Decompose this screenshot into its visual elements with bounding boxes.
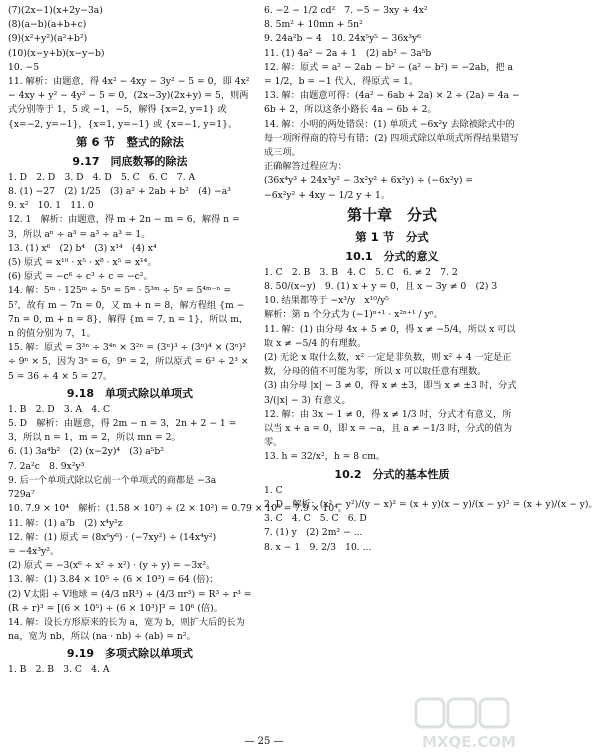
section-heading: 第 1 节 分式 <box>355 229 429 244</box>
answer-line: 11. 解析：由题意，得 4x² − 4xy − 3y² − 5 = 0，即 4x² − 4xy + y² − 4y² − 5 = 0，(2x−3y)(2x+y) = 5，则两式分别等于 1，5 或 −1，−5，解得 {x=2, y=1} 或 {x=−2, y=−1}，{x=1, y=−1} 或 {x=−1, y=1}。 <box>8 76 250 130</box>
answer-line: 解析：第 n 个分式为 (−1)ⁿ⁺¹ · x²ⁿ⁺¹ / yⁿ。 <box>264 309 443 321</box>
answer-line: 13. (1) x⁶ (2) b⁴ (3) x¹⁴ (4) x⁴ <box>8 242 157 254</box>
answer-line: 14. 解：小明的两处错误：(1) 单项式 −6x²y 去除被除式中的每一项所得商的符号有错；(2) 四项式除以单项式所得结果错写成三项。 <box>264 118 519 159</box>
answer-line: 9. x² 10. 1 11. 0 <box>8 200 94 212</box>
subsection-heading: 9.17 同底数幂的除法 <box>72 154 188 168</box>
answer-line: 8. 50/(x−y) 9. (1) x + y = 0，且 x − 3y ≠ 0 (2) 3 <box>264 281 498 293</box>
subsection-heading: 9.19 多项式除以单项式 <box>66 647 194 661</box>
subsection-heading: 9.18 单项式除以单项式 <box>66 386 194 400</box>
answer-line: 9. 24a²b − 4 10. 24x⁵y⁵ − 36x³y⁶ <box>264 33 421 45</box>
right-column <box>264 4 598 555</box>
answer-line: 10. 结果都等于 −x³/y x¹⁰/y⁵ <box>264 295 389 307</box>
answer-line: 3. C 4. C 5. C 6. D <box>264 513 367 525</box>
answer-line: 6. (1) 3a⁴b² (2) (x−2y)⁴ (3) a⁵b² <box>8 446 164 458</box>
answer-line: 7. 2a²c 8. 9x²y³ <box>8 460 85 472</box>
answer-line: 12. 解：(1) 原式 = (8x⁶y⁶) · (−7xy²) ÷ (14x⁴y²) <box>8 531 217 543</box>
answer-line: 正确解答过程应为： <box>264 161 347 173</box>
answer-line: 8. 5m² + 10mn + 5n² <box>264 19 363 31</box>
subsection-heading: 10.2 分式的基本性质 <box>334 467 450 481</box>
answer-line: 11. 解：(1) a⁷b (2) x⁴y²z <box>8 517 123 529</box>
answer-line: (9)(x²+y²)(a²+b²) <box>8 33 88 45</box>
answer-line: 10. −5 <box>8 61 40 73</box>
answer-line: 1. C <box>264 484 283 496</box>
answer-line: 11. 解：(1) 由分母 4x + 5 ≠ 0，得 x ≠ −5/4，所以 x 可以取 x ≠ −5/4 的有理数。 <box>264 323 516 349</box>
svg-text:MXQE.COM: MXQE.COM <box>422 733 516 751</box>
answer-line: 14. 解：5ᵐ · 125ᵐ ÷ 5ⁿ = 5ᵐ · 5³ᵐ ÷ 5ⁿ = 5⁴ᵐ⁻ⁿ = 5⁷，故有 m − 7n = 0，又 m + n = 8，解方程组 {m − 7n = 0, m + n = 8}，解得 {m = 7, n = 1}，所以 m，n 的值分别为 7，1。 <box>8 285 249 340</box>
answer-line: (10)(x−y+b)(x−y−b) <box>8 47 105 59</box>
answer-line: 1. D 2. D 3. D 4. D 5. C 6. C 7. A <box>8 171 196 183</box>
answer-line: 8. x − 1 9. 2/3 10. ... <box>264 541 372 553</box>
answer-line: (2) 无论 x 取什么数，x² 一定是非负数，则 x² + 4 一定是正数，分母的值不可能为零，所以 x 可以取任意有理数。 <box>264 352 512 378</box>
answer-line: 12. 1 解析：由题意，得 m + 2n − m = 6，解得 n = 3，所以 aⁿ ÷ a³ = a³ ÷ a³ = 1。 <box>8 214 240 240</box>
answer-line: (3) 由分母 |x| − 3 ≠ 0，得 x ≠ ±3，即当 x ≠ ±3 时，分式 3/(|x| − 3) 有意义。 <box>264 380 517 406</box>
answer-line: 11. (1) 4a² − 2a + 1 (2) ab² − 3a⁵b <box>264 47 432 59</box>
chapter-heading: 第十章 分式 <box>346 205 437 224</box>
answer-line: 2. D 解析：(x² − y²)/(y − x)² = (x + y)(x − y)/(x − y)² = (x + y)/(x − y)。 <box>264 498 598 510</box>
answer-line: 1. B 2. D 3. A 4. C <box>8 403 111 415</box>
answer-line: 10. 7.9 × 10⁴ 解析：(1.58 × 10⁷) ÷ (2 × 10²) = 0.79 × 10⁵ = 7.9 × 10⁴。 <box>8 503 347 515</box>
answer-line: 6. −2 − 1/2 cd² 7. −5 − 3xy + 4x² <box>264 5 428 16</box>
answer-line: 1. C 2. B 3. B 4. C 5. C 6. ≠ 2 7. 2 <box>264 266 458 278</box>
answer-line: 12. 解：由 3x − 1 ≠ 0，得 x ≠ 1/3 时，分式才有意义，所以当 x + a = 0，即 x = −a，且 a ≠ −1/3 时，分式的值为零。 <box>264 408 513 449</box>
answer-line: (2) 原式 = −3(x⁶ ÷ x² ÷ x²) · (y ÷ y) = −3x²。 <box>8 560 216 572</box>
answer-line: 13. h = 32/x²，h = 8 cm。 <box>264 451 386 463</box>
answer-line: 14. 解：设长方形原来的长为 a，宽为 b，则扩大后的长为 na，宽为 nb，所以 (na · nb) ÷ (ab) = n²。 <box>8 616 245 643</box>
answer-line: = −4x³y²。 <box>8 545 60 557</box>
answer-line: (5) 原式 = x¹⁰ · x⁵ · x⁸ · x⁵ = x¹⁴。 <box>8 257 157 269</box>
answer-line: 1. B 2. B 3. C 4. A <box>8 664 110 676</box>
answer-line: −6x²y² + 4xy − 1/2 y + 1。 <box>264 189 391 201</box>
section-heading: 第 6 节 整式的除法 <box>75 134 184 149</box>
answer-line: 7. (1) y (2) 2m² − ... <box>264 527 363 539</box>
subsection-heading: 10.1 分式的意义 <box>345 249 439 263</box>
answer-line: (R ÷ r)³ = [(6 × 10⁵) ÷ (6 × 10³)]³ = 10⁶ (倍)。 <box>8 602 223 614</box>
answer-line: 13. 解：(1) 3.84 × 10⁵ ÷ (6 × 10³) = 64 (倍)； <box>8 574 219 586</box>
answer-line: 9. 后一个单项式除以它前一个单项式的商都是 −3a 729a⁷ <box>8 474 226 501</box>
answer-line: 15. 解：原式 = 3³ⁿ ÷ 3⁴ⁿ × 3²ⁿ = (3ⁿ)³ ÷ (3ⁿ)⁴ × (3ⁿ)² ÷ 9ⁿ × 5，因为 3ⁿ = 6，9ⁿ = 2，所以原式 = 6³ ÷ 2³ × 5 = 36 ÷ 4 × 5 = 27。 <box>8 342 249 382</box>
answer-line: (2) V太阳 ÷ V地球 = (4/3 πR³) ÷ (4/3 πr³) = R³ ÷ r³ = <box>8 588 252 600</box>
answer-line: 5. D 解析：由题意，得 2m − n = 3，2n + 2 − 1 = 3，所以 n = 1，m = 2，所以 mn = 2。 <box>8 418 237 444</box>
answer-line: (8)(a−b)(a+b+c) <box>8 19 87 31</box>
answer-line: (7)(2x−1)(x+2y−3a) <box>8 5 103 16</box>
answer-line: 8. (1) −27 (2) 1/25 (3) a² + 2ab + b² (4) −a³ <box>8 186 231 198</box>
answer-line: (6) 原式 = −c⁶ ÷ c³ ÷ c = −c²。 <box>8 271 153 283</box>
answer-line: 12. 解：原式 = a² − 2ab − b² − (a² − b²) = −2ab，把 a = 1/2，b = −1 代入，得原式 = 1。 <box>264 61 514 88</box>
answer-line: (36x⁴y³ + 24x³y² − 3x²y² + 6x²y) ÷ (−6x²y) = <box>264 175 474 187</box>
answer-line: 13. 解：由题意可得：(4a² − 6ab + 2a) × 2 ÷ (2a) = 4a − 6b + 2，所以这条小路长 4a − 6b + 2。 <box>264 90 520 116</box>
page-number: — 25 — <box>244 735 284 747</box>
